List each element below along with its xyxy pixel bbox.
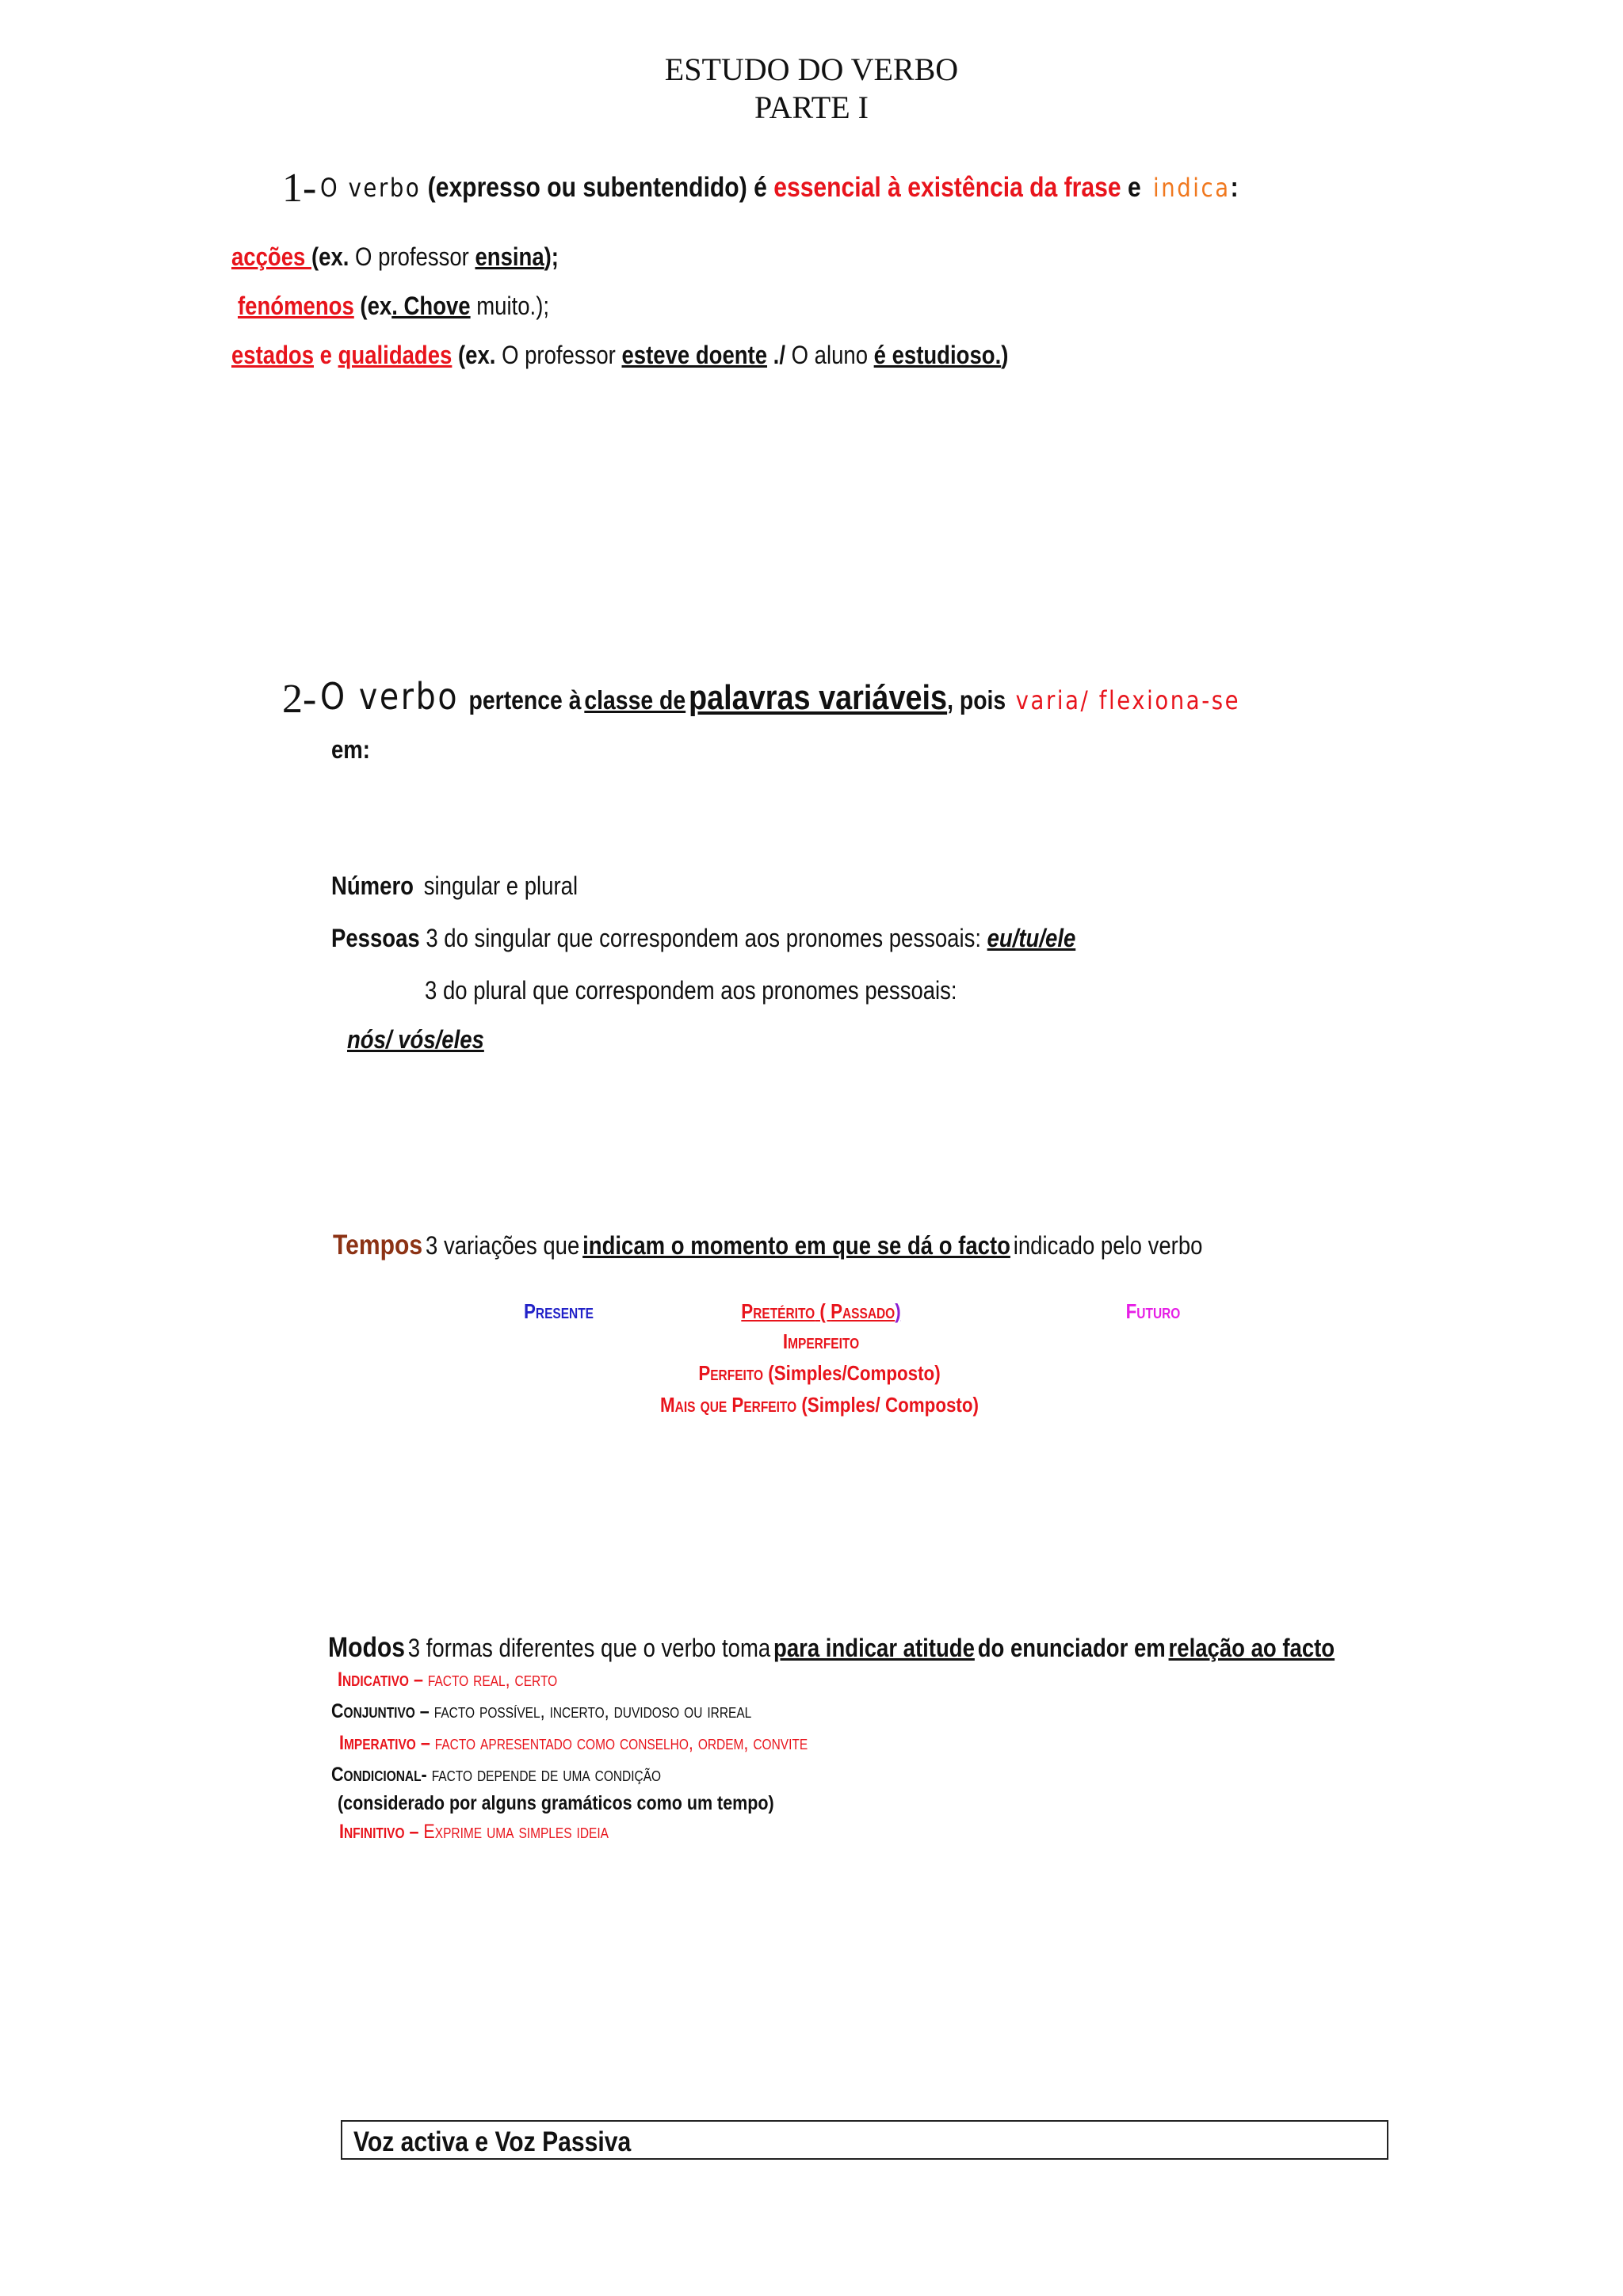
modo-condicional — [331, 1764, 661, 1787]
modo-condicional-label: Condicional- — [331, 1764, 427, 1786]
section-1-heading — [282, 165, 1388, 212]
fenomenos-open: (ex — [353, 292, 392, 320]
modo-infinitivo — [339, 1821, 609, 1844]
estados-plain-2: O aluno — [785, 341, 874, 369]
estados-sep: ./ — [767, 341, 785, 369]
section-2-number: 2- — [282, 677, 317, 722]
tempos-perfeito: Perfeito — [698, 1361, 764, 1385]
estados-plain-1: O professor — [495, 341, 622, 369]
document-subtitle: PARTE I — [754, 90, 869, 125]
tempos-text-1: 3 variações que — [426, 1231, 580, 1260]
section-1-essential: essencial à existência da frase — [773, 172, 1121, 203]
section-2-heading — [282, 675, 1390, 723]
modo-condicional-desc: facto depende de uma condição — [426, 1764, 662, 1786]
section-1-lead-text: (expresso ou subentendido) é — [427, 172, 767, 203]
pessoas-plural-line — [425, 976, 957, 1005]
modos-highlight-1: para indicar atitude — [773, 1634, 975, 1662]
modos-text-2: do enunciador em — [977, 1634, 1166, 1662]
section-1-conj: e — [1127, 172, 1141, 203]
tempos-highlight: indicam o momento em que se dá o facto — [582, 1231, 1010, 1260]
tempos-passado-open: ( — [815, 1299, 831, 1323]
numero-line — [331, 871, 578, 901]
tempos-futuro: Futuro — [1125, 1299, 1181, 1323]
term-qualidades: qualidades — [338, 341, 453, 369]
tempos-mais-que-perfeito: Mais que Perfeito — [660, 1393, 797, 1417]
tempos-preterito: Pretérito — [741, 1299, 815, 1323]
term-estados: estados — [231, 341, 315, 369]
modo-imperativo-desc: facto apresentado como conselho, ordem, convite — [430, 1732, 808, 1754]
list-item-estados — [231, 341, 1008, 370]
estados-conj: e — [314, 341, 338, 369]
tempos-mqp-detail: (Simples/ Composto) — [796, 1393, 979, 1417]
modo-infinitivo-desc: Exprime uma simples ideia — [418, 1821, 609, 1843]
fenomenos-close: muito.); — [470, 292, 550, 320]
modo-imperativo — [339, 1732, 808, 1755]
estados-verb-1: esteve doente — [621, 341, 768, 369]
tempos-presente: Presente — [523, 1299, 594, 1323]
tempos-mqp-line — [574, 1393, 1064, 1417]
modo-conjuntivo-label: Conjuntivo – — [331, 1700, 430, 1722]
estados-verb-2: é estudioso. — [873, 341, 1002, 369]
pessoas-plural-pronouns-line — [347, 1025, 484, 1055]
pessoas-singular: 3 do singular que correspondem aos pronomes pessoais: — [426, 924, 981, 952]
section-1-lead-verb: O verbo — [319, 173, 422, 203]
tempos-preterito-line — [685, 1299, 957, 1324]
term-fenomenos: fenómenos — [238, 292, 354, 320]
document-title: ESTUDO DO VERBO — [664, 51, 959, 87]
pessoas-label: Pessoas — [331, 924, 420, 952]
numero-value: singular e plural — [423, 871, 579, 900]
tempos-imperfeito: Imperfeito — [782, 1329, 860, 1353]
voz-box — [341, 2120, 1388, 2160]
section-2-text-2: , pois — [946, 685, 1006, 715]
modos-line — [328, 1632, 1335, 1664]
section-2-varia: varia/ flexiona-se — [1015, 685, 1240, 715]
modo-indicativo — [338, 1669, 557, 1691]
section-2-em: em: — [331, 735, 370, 764]
tempos-text-2: indicado pelo verbo — [1013, 1231, 1203, 1260]
section-2-text-1: pertence à — [468, 685, 582, 715]
modo-condicional-note: (considerado por alguns gramáticos como um tempo) — [338, 1792, 774, 1814]
list-item-fenomenos — [238, 292, 549, 321]
section-1-colon: : — [1230, 172, 1239, 203]
section-2-variable-words: palavras variáveis — [688, 678, 947, 717]
tempos-line — [333, 1230, 1202, 1261]
modo-indicativo-desc: facto real, certo — [422, 1669, 558, 1691]
voz-box-label: Voz activa e Voz Passiva — [353, 2126, 632, 2157]
section-1-number: 1- — [282, 166, 317, 211]
pessoas-plural-pronouns: nós/ vós/eles — [347, 1025, 484, 1054]
modo-infinitivo-label: Infinitivo – — [339, 1821, 419, 1843]
tempos-passado-close: ) — [895, 1299, 901, 1323]
modo-conjuntivo — [331, 1700, 751, 1723]
tempos-label: Tempos — [333, 1230, 423, 1261]
estados-close: ) — [1001, 341, 1009, 369]
accoes-example: O professor — [349, 242, 475, 271]
numero-label: Número — [331, 871, 414, 900]
section-2-lead-verb: O verbo — [319, 675, 459, 718]
term-accoes: acções — [231, 242, 311, 271]
pessoas-singular-pronouns: eu/tu/ele — [987, 924, 1076, 952]
modos-text-1: 3 formas diferentes que o verbo toma — [407, 1634, 771, 1662]
list-item-accoes — [231, 242, 559, 272]
accoes-verb: ensina — [475, 242, 544, 271]
modos-label: Modos — [328, 1632, 405, 1663]
accoes-close: ); — [544, 242, 559, 271]
tempos-perfeito-line — [608, 1361, 1030, 1386]
estados-open: (ex. — [452, 341, 496, 369]
section-1-indica: indica — [1152, 173, 1231, 203]
section-2-class: classe de — [584, 685, 685, 715]
modo-imperativo-label: Imperativo – — [339, 1732, 430, 1754]
pessoas-plural: 3 do plural que correspondem aos pronomes pessoais: — [425, 976, 957, 1005]
modo-indicativo-label: Indicativo – — [338, 1669, 423, 1691]
pessoas-line — [331, 924, 1075, 953]
tempos-perfeito-detail: (Simples/Composto) — [763, 1361, 941, 1385]
modo-conjuntivo-desc: facto possível, incerto, duvidoso ou irreal — [429, 1700, 752, 1722]
accoes-open: (ex. — [311, 242, 349, 271]
fenomenos-verb: . Chove — [391, 292, 471, 320]
modos-highlight-2: relação ao facto — [1168, 1634, 1335, 1662]
tempos-passado: Passado — [831, 1299, 896, 1323]
